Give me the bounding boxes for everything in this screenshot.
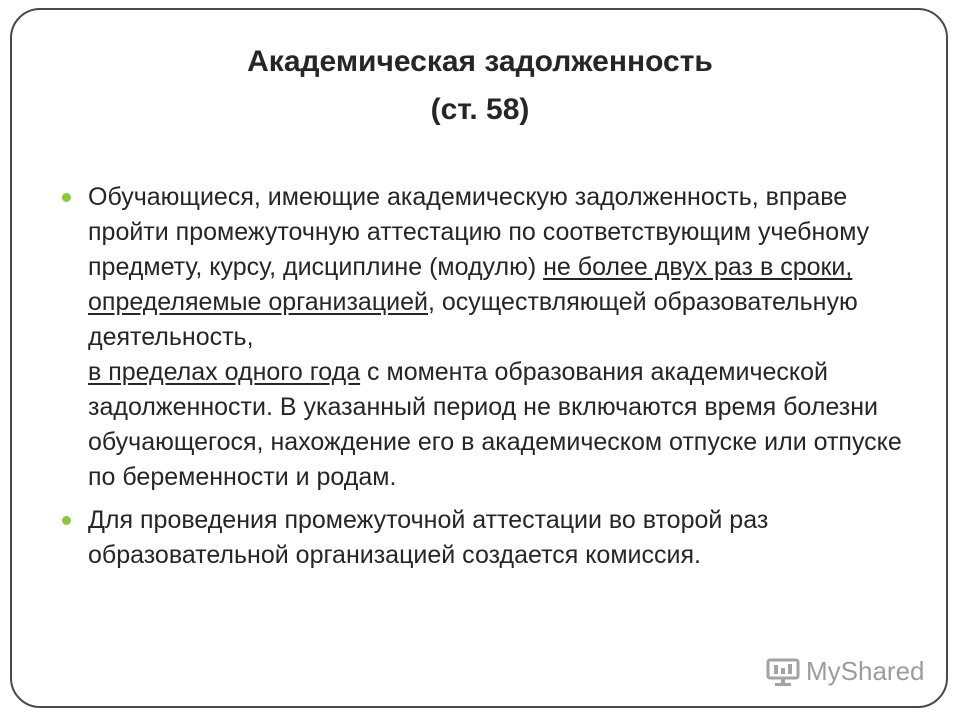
bullet-1-text-part-3: с момента образования академической задолженности. В указанный период не включаются время болезни обучающегося, нахождение его в академическом отпуске или отпуске по беременности и родам. [88,358,902,491]
bullet-1-line-break-wrapper [88,355,922,495]
bullet-1-text-part-2: , осуществляющей образовательную деятельность, [88,288,858,351]
projector-screen-icon [766,657,800,687]
bullet-1-underlined-1: не более двух раз в сроки, определяемые организацией [88,253,853,316]
title-line-1: Академическая задолженность [247,45,713,78]
title-line-2: (ст. 58) [430,93,530,126]
slide-title [0,38,960,134]
bullet-1-text-part-1: Обучающиеся, имеющие академическую задолженность, вправе пройти промежуточную аттестацию по соответствующим учебному предмету, курсу, дисциплине (модулю) [88,183,870,281]
bullet-item-2 [62,503,922,573]
bullet-dot-icon [62,193,71,202]
watermark-logo [766,656,925,687]
bullet-item-1 [62,180,922,495]
bullet-list [62,180,922,573]
bullet-1-underlined-2: в пределах одного года [88,358,361,386]
bullet-2-text: Для проведения промежуточной аттестации во второй раз образовательной организацией создается комиссия. [88,506,769,569]
bullet-dot-icon [62,516,71,525]
watermark-text: MyShared [806,656,925,686]
